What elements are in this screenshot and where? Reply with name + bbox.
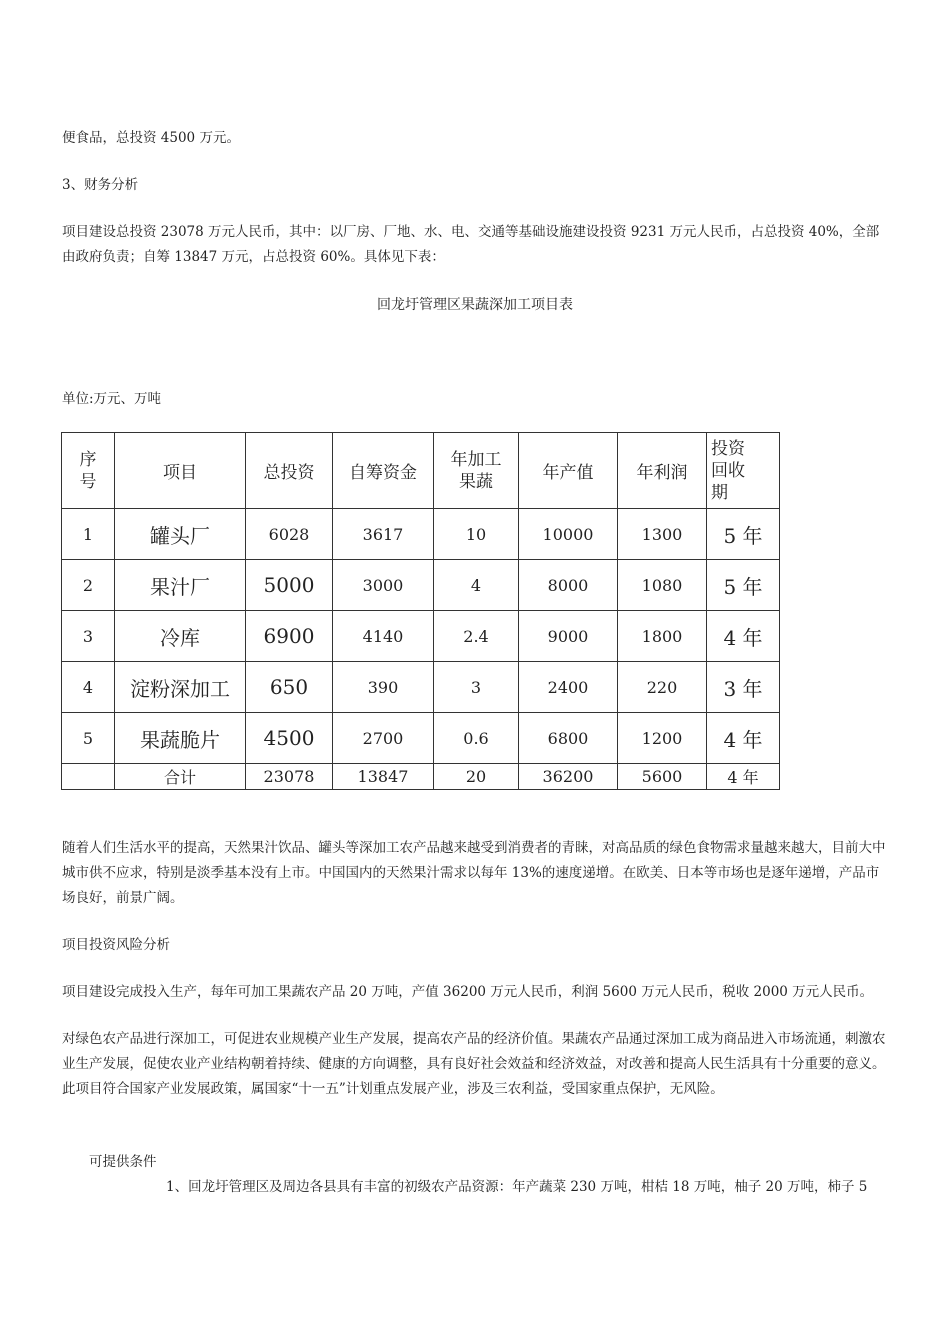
table-row <box>62 560 780 611</box>
header-cell: 序号 <box>62 433 115 509</box>
heading-available-conditions: 可提供条件 <box>89 1154 157 1170</box>
unit-label: 单位:万元、万吨 <box>62 391 162 407</box>
table-cell: 6028 <box>246 509 333 560</box>
table-cell: 10000 <box>519 509 618 560</box>
table-cell: 5000 <box>246 560 333 611</box>
table-cell: 1800 <box>618 611 707 662</box>
heading-financial-analysis: 3、财务分析 <box>62 177 139 193</box>
table-header-row <box>62 433 780 509</box>
table-cell: 1 <box>62 509 115 560</box>
table-total-row <box>62 764 780 790</box>
table-cell: 8000 <box>519 560 618 611</box>
table-cell: 淀粉深加工 <box>115 662 246 713</box>
paragraph-investment-breakdown: 项目建设总投资 23078 万元人民币，其中：以厂房、厂地、水、电、交通等基础设施建设投资 9231 万元人民币，占总投资 40%，全部由政府负责；自筹 13847 万元，占总投资 60%。具体见下表： <box>62 224 880 265</box>
table-cell: 5600 <box>618 764 707 790</box>
table-cell: 果汁厂 <box>115 560 246 611</box>
table-cell: 13847 <box>333 764 434 790</box>
table-cell <box>62 764 115 790</box>
table-cell: 合计 <box>115 764 246 790</box>
table-cell: 4 <box>62 662 115 713</box>
table-cell: 10 <box>434 509 519 560</box>
table-cell: 36200 <box>519 764 618 790</box>
table-cell: 4 <box>434 560 519 611</box>
table-cell: 4 年 <box>707 611 780 662</box>
table-cell: 5 年 <box>707 560 780 611</box>
table-cell: 2700 <box>333 713 434 764</box>
table-cell: 2 <box>62 560 115 611</box>
table-cell: 2400 <box>519 662 618 713</box>
table-row <box>62 509 780 560</box>
table-cell: 650 <box>246 662 333 713</box>
table-cell: 5 年 <box>707 509 780 560</box>
table-cell: 4140 <box>333 611 434 662</box>
table-row <box>62 713 780 764</box>
paragraph-resources: 1、回龙圩管理区及周边各县具有丰富的初级农产品资源：年产蔬菜 230 万吨，柑桔 18 万吨，柚子 20 万吨，柿子 5 <box>166 1179 868 1195</box>
project-table <box>61 432 780 790</box>
table-cell: 20 <box>434 764 519 790</box>
table-title: 回龙圩管理区果蔬深加工项目表 <box>377 297 573 313</box>
table-cell: 4 年 <box>707 764 780 790</box>
table-cell: 3 年 <box>707 662 780 713</box>
header-cell: 总投资 <box>246 433 333 509</box>
table-cell: 果蔬脆片 <box>115 713 246 764</box>
table-cell: 6900 <box>246 611 333 662</box>
table-cell: 2.4 <box>434 611 519 662</box>
table-cell: 6800 <box>519 713 618 764</box>
table-cell: 冷库 <box>115 611 246 662</box>
table-row <box>62 611 780 662</box>
paragraph-production-output: 项目建设完成投入生产，每年可加工果蔬农产品 20 万吨，产值 36200 万元人民币，利润 5600 万元人民币，税收 2000 万元人民币。 <box>62 984 874 1000</box>
table-cell: 390 <box>333 662 434 713</box>
table-cell: 0.6 <box>434 713 519 764</box>
header-cell: 项目 <box>115 433 246 509</box>
heading-risk-analysis: 项目投资风险分析 <box>62 937 170 953</box>
table-cell: 220 <box>618 662 707 713</box>
paragraph-product-investment: 便食品，总投资 4500 万元。 <box>62 130 240 146</box>
table-cell: 3 <box>62 611 115 662</box>
table-cell: 1080 <box>618 560 707 611</box>
table-cell: 3000 <box>333 560 434 611</box>
table-cell: 罐头厂 <box>115 509 246 560</box>
table-cell: 23078 <box>246 764 333 790</box>
header-cell: 年产值 <box>519 433 618 509</box>
header-cell: 自筹资金 <box>333 433 434 509</box>
table-cell: 3617 <box>333 509 434 560</box>
table-cell: 5 <box>62 713 115 764</box>
paragraph-significance: 对绿色农产品进行深加工，可促进农业规模产业生产发展，提高农产品的经济价值。果蔬农产品通过深加工成为商品进入市场流通，刺激农业生产发展，促使农业产业结构朝着持续、健康的方向调整，具有良好社会效益和经济效益，对改善和提高人民生活具有十分重要的意义。此项目符合国家产业发展政策，属国家“十一五”计划重点发展产业，涉及三农利益，受国家重点保护，无风险。 <box>62 1031 886 1097</box>
table-cell: 4 年 <box>707 713 780 764</box>
table-cell: 4500 <box>246 713 333 764</box>
paragraph-market-demand: 随着人们生活水平的提高，天然果汁饮品、罐头等深加工农产品越来越受到消费者的青睐，对高品质的绿色食物需求量越来越大，目前大中城市供不应求，特别是淡季基本没有上市。中国国内的天然果汁需求以每年 13%的速度递增。在欧美、日本等市场也是逐年递增，产品市场良好，前景广阔。 <box>62 840 886 906</box>
header-cell: 年利润 <box>618 433 707 509</box>
table-cell: 1200 <box>618 713 707 764</box>
table-cell: 3 <box>434 662 519 713</box>
table-cell: 1300 <box>618 509 707 560</box>
header-cell: 投资回收期 <box>707 433 780 509</box>
table-row <box>62 662 780 713</box>
header-cell: 年加工果蔬 <box>434 433 519 509</box>
table-cell: 9000 <box>519 611 618 662</box>
